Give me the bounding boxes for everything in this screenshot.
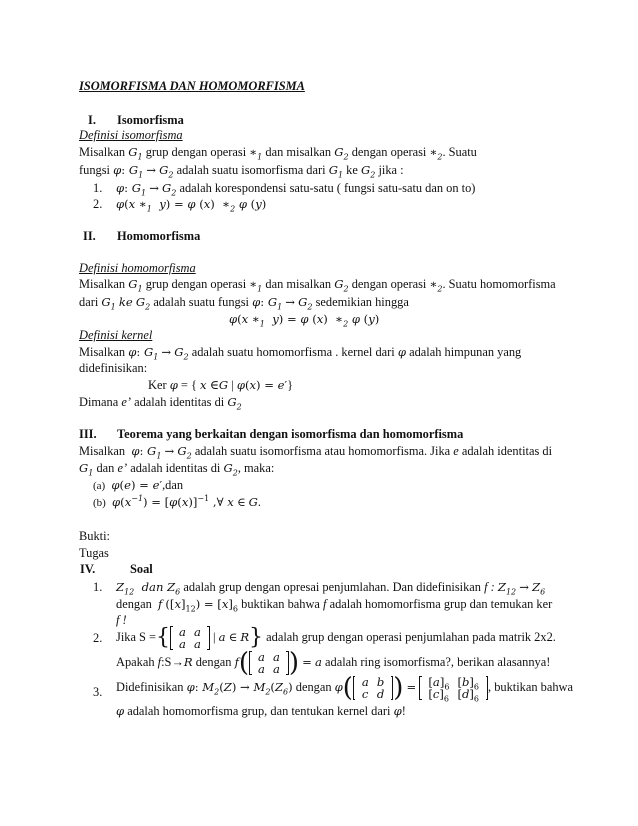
problem-2-line1: Jika S ={ a a a a | a ∈ R} adalah grup dengan operasi penjumlahan pada matrik 2x2.	[116, 625, 556, 652]
sec1-para-line2: fungsi φ: $G_1 \to G_2$ adalah suatu isomorfisma dari $G_1$ ke $G_2$ jika :	[79, 163, 404, 180]
kernel-set-formula: Ker φ = { x ∈G | φ(x) = e′}	[148, 378, 294, 392]
sec2-para-line2: dari $G_1$ ke $G_2$ adalah suatu fungsi φ: $G_1 \to G_2$ sedemikian hingga	[79, 295, 409, 312]
sec2-para-line1: Misalkan $G_1$ grup dengan operasi $∗_1$ dan misalkan $G_2$ dengan operasi $∗_2$. Suatu homomorfisma	[79, 277, 556, 294]
kernel-line1: Misalkan φ: $G_1 \to G_2$ adalah suatu homomorfisma . kernel dari φ adalah himpunan yang	[79, 345, 522, 362]
problem-3-line2: φ adalah homomorfisma grup, dan tentukan kernel dari φ!	[116, 704, 406, 718]
section-1-heading: Isomorfisma	[117, 113, 184, 127]
section-4-heading: Soal	[130, 562, 153, 576]
sec1-para-line1: Misalkan $G_1$ grup dengan operasi $∗_1$ dan misalkan $G_2$ dengan operasi $∗_2$. Suatu	[79, 145, 477, 162]
matrix-phi-argument: a b c d	[353, 676, 393, 700]
problem-1-line3: f !	[116, 613, 127, 627]
tugas-label: Tugas	[79, 546, 109, 560]
problem-2-line2: Apakah f:S→R dengan f( a a a a ) = a adalah ring isomorfisma?, berikan alasannya!	[116, 648, 551, 679]
problem-1-line1: $Z_{12}$ dan $Z_6$ adalah grup dengan opresai penjumlahan. Dan didefinisikan f : $Z_{12} \to Z_6$	[116, 580, 546, 597]
section-2-number: II.	[83, 229, 96, 243]
section-4-number: IV.	[80, 562, 96, 576]
definition-homomorfisma-label: Definisi homomorfisma	[79, 261, 196, 275]
sec1-item-1-number: 1.	[93, 181, 103, 195]
definition-kernel-label: Definisi kernel	[79, 328, 153, 342]
sec1-item-2-number: 2.	[93, 197, 103, 211]
theorem-part-b: (b) $\varphi(x^{-1}) = [\varphi(x)]^{-1}$ ,∀ x ∈ G.	[93, 494, 262, 509]
document-title: ISOMORFISMA DAN HOMOMORFISMA	[79, 79, 305, 93]
bukti-label: Bukti:	[79, 529, 110, 543]
matrix-f-argument: a a a a	[249, 651, 289, 675]
problem-2-number: 2.	[93, 631, 103, 645]
sec1-item-1: φ: $G_1 \to G_2$ adalah korespondensi satu-satu ( fungsi satu-satu dan on to)	[116, 181, 476, 198]
definition-isomorfisma-label: Definisi isomorfisma	[79, 128, 183, 142]
problem-3-number: 3.	[93, 685, 103, 699]
problem-3-line1: Didefinisikan φ: $M_2(Z) \to M_2(Z_6)$ dengan φ( a b c d ) = $[a]_6$ $[b]_6$ $[c]_6$ $[d]_6$ , buktikan bahwa	[116, 673, 574, 704]
section-3-heading: Teorema yang berkaitan dengan isomorfisma dan homomorfisma	[117, 427, 464, 441]
matrix-phi-result: $[a]_6$ $[b]_6$ $[c]_6$ $[d]_6$	[419, 676, 488, 700]
homomorphism-formula: φ(x $∗_1$ y) = φ (x) $∗_2$ φ (y)	[229, 312, 380, 329]
kernel-line2: didefinisikan:	[79, 361, 148, 375]
section-3-number: III.	[79, 427, 97, 441]
theorem-part-a: (a) φ(e) = e′,dan	[93, 478, 184, 492]
section-1-number: I.	[88, 113, 96, 127]
problem-1-number: 1.	[93, 580, 103, 594]
section-2-heading: Homomorfisma	[117, 229, 201, 243]
problem-1-line2: dengan f $([x]_{12}) = [x]_6$ buktikan bahwa f adalah homomorfisma grup dan temukan ker	[116, 597, 553, 614]
theorem-line1: Misalkan φ: $G_1 \to G_2$ adalah suatu isomorfisma atau homomorfisma. Jika e adalah identitas di	[79, 444, 553, 461]
theorem-line2: $G_1$ dan e’ adalah identitas di $G_2$, maka:	[79, 461, 275, 478]
matrix-s: a a a a	[170, 626, 210, 650]
identity-note: Dimana e’ adalah identitas di $G_2$	[79, 395, 242, 412]
sec1-item-2-formula: φ(x $∗_1$ y) = φ (x) $∗_2$ φ (y)	[116, 197, 267, 214]
